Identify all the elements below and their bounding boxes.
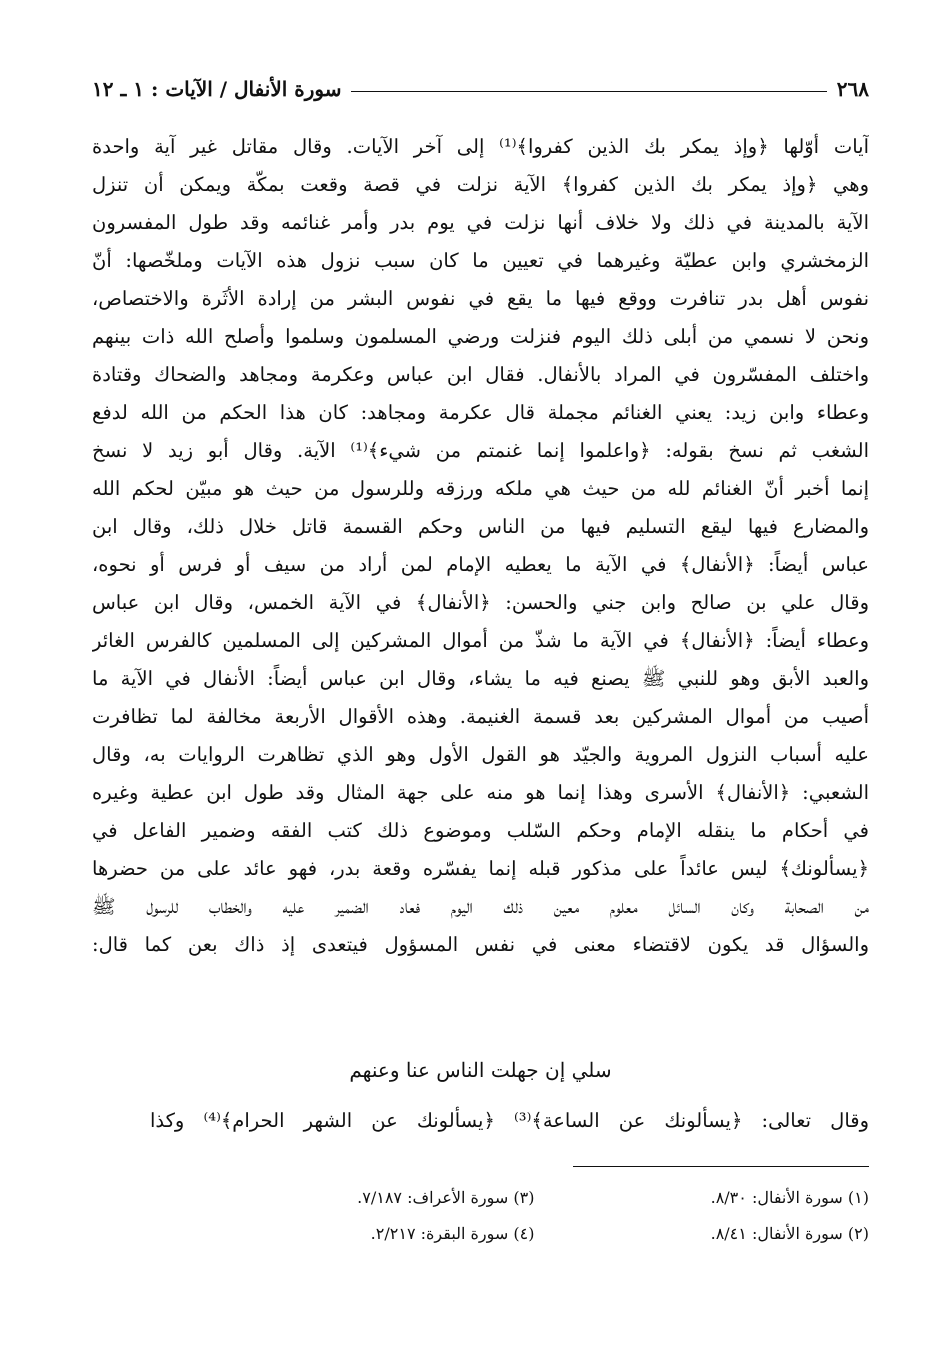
poetry-verse: سلي إن جهلت الناس عنا وعنهم: [349, 1058, 612, 1082]
footnote: (٣) سورة الأعراف: ٧/١٨٧.: [357, 1188, 535, 1207]
footnote: (٤) سورة البقرة: ٢/٢١٧.: [370, 1224, 535, 1243]
body-text: [92, 128, 869, 964]
text-line: وهي ﴿وإذ يمكر بك الذين كفروا﴾ الآية نزلت في قصة وقعت بمكّة ويمكن أن تنزل: [92, 173, 869, 196]
text-line: ﴿يسألونك﴾ ليس عائداً على مذكور قبله إنما يفسّره وقعة بدر، فهو عائد على من حضرها: [92, 857, 869, 880]
text-line: إنما أخبر أنّ الغنائم لله من حيث هي ملكه ورزقه وللرسول من حيث هو مبيّن لحكم الله: [92, 477, 869, 500]
text-line: واختلف المفسّرون في المراد بالأنفال. فقال ابن عباس وعكرمة ومجاهد والضحاك وقتادة: [92, 363, 869, 386]
text-line: آيات أوّلها ﴿وإذ يمكر بك الذين كفروا﴾⁽¹⁾ إلى آخر الآيات. وقال مقاتل غير آية واحدة: [92, 135, 869, 158]
header-rule: [351, 91, 826, 92]
text-line: وعطاء أيضاً: ﴿الأنفال﴾ في الآية ما شذّ من أموال المشركين إلى المسلمين كالفرس الغائر: [92, 629, 869, 652]
text-line: وقال تعالى: ﴿يسألونك عن الساعة﴾⁽³⁾ ﴿يسألونك عن الشهر الحرام﴾⁽⁴⁾ وكذا: [150, 1109, 870, 1132]
text-line: أصيب من أموال المشركين بعد قسمة الغنيمة. وهذه الأقوال الأربعة مخالفة لما تظافرت: [92, 705, 869, 728]
text-line: نفوس أهل بدر تنافرت ووقع فيها ما يقع في نفوس البشر من إرادة الأثَرة والاختصاص،: [92, 287, 869, 310]
text-line: عباس أيضاً: ﴿الأنفال﴾ في الآية ما يعطيه الإمام لمن أراد من سيف أو فرس أو نحوه،: [92, 553, 869, 576]
page-number: ٢٦٨: [836, 77, 869, 101]
footnote-rule: [573, 1166, 869, 1167]
text-line: ونحن لا نسمي من أبلى ذلك اليوم فنزلت ورضي المسلمون وسلموا وأصلح الله ذات بينهم: [92, 325, 869, 348]
text-line: وقال علي بن صالح وابن جني والحسن: ﴿الأنفال﴾ في الآية الخمس، وقال ابن عباس: [92, 591, 869, 614]
footnote: (٢) سورة الأنفال: ٨/٤١.: [710, 1224, 869, 1243]
text-line: الآية بالمدينة في ذلك ولا خلاف أنها نزلت في يوم بدر وأمر غنائمه وقد طول المفسرون: [92, 211, 869, 234]
running-title: سورة الأنفال / الآيات : ١ ـ ١٢: [92, 77, 342, 101]
footnotes: [240, 1180, 869, 1252]
text-line: في أحكام ما ينقله الإمام وحكم السّلب وموضوع ذلك كتب الفقه وضمير الفاعل في: [92, 819, 869, 842]
text-line: والسؤال قد يكون لاقتضاء معنى في نفس المسؤول فيتعدى إذ ذاك بعن كما قال:: [92, 933, 869, 956]
text-line: وعطاء وابن زيد: يعني الغنائم مجملة قال عكرمة ومجاهد: كان هذا الحكم من الله لدفع: [92, 401, 869, 424]
footnote: (١) سورة الأنفال: ٨/٣٠.: [710, 1188, 869, 1207]
page-header: [92, 72, 869, 106]
text-line: والعبد الأبق وهو للنبي ﷺ يصنع فيه ما يشاء، وقال ابن عباس أيضاً: الأنفال في الآية ما: [92, 667, 869, 690]
text-line: من الصحابة وكان السائل معلوم معين ذلك اليوم فعاد الضمير عليه والخطاب للرسول ﷺ: [92, 895, 869, 918]
text-line: والمضارع فيها ليقع التسليم فيها من الناس وحكم القسمة قاتل خلال ذلك، وقال ابن: [92, 515, 869, 538]
text-line: الزمخشري وابن عطيّة وغيرهما في تعيين ما كان سبب نزول هذه الآيات وملخّصها: أنّ: [92, 249, 869, 272]
text-line: عليه أسباب النزول المروية والجيّد هو القول الأول وهو الذي تظاهرت الروايات به، وقال: [92, 743, 869, 766]
text-line: الشغب ثم نسخ بقوله: ﴿واعلموا إنما غنمتم من شيء﴾⁽¹⁾ الآية. وقال أبو زيد لا نسخ: [92, 439, 869, 462]
text-line: الشعبي: ﴿الأنفال﴾ الأسرى وهذا إنما هو منه على جهة المثال وقد طول ابن عطية وغيره: [92, 781, 869, 804]
